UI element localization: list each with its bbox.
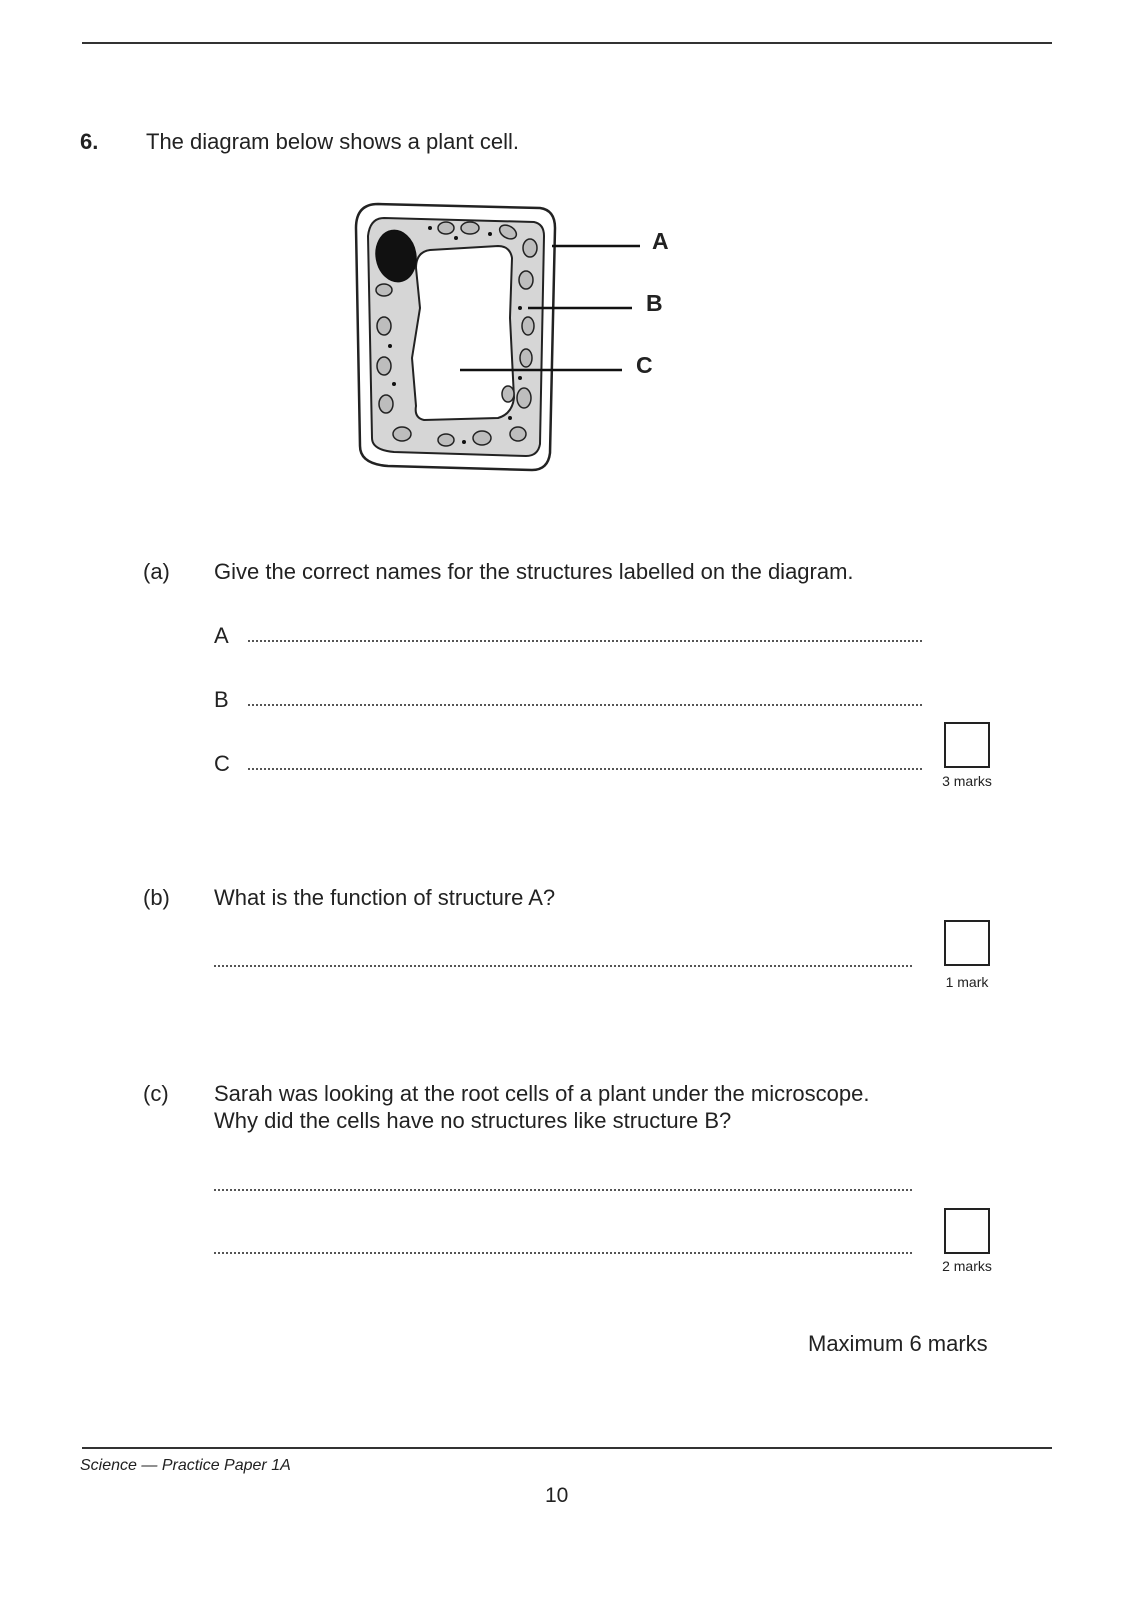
answer-line-c[interactable] bbox=[248, 768, 922, 770]
part-b-label: (b) bbox=[143, 885, 170, 910]
answer-line-part-b[interactable] bbox=[214, 965, 912, 967]
answer-letter-a: A bbox=[214, 623, 229, 648]
mark-box-b bbox=[944, 920, 990, 966]
mark-box-c bbox=[944, 1208, 990, 1254]
part-a-prompt: Give the correct names for the structures labelled on the diagram. bbox=[214, 559, 854, 584]
part-a-label: (a) bbox=[143, 559, 170, 584]
page-number: 10 bbox=[545, 1484, 569, 1507]
part-b-prompt: What is the function of structure A? bbox=[214, 885, 556, 910]
maximum-marks: Maximum 6 marks bbox=[808, 1331, 988, 1356]
answer-line-b[interactable] bbox=[248, 704, 922, 706]
part-c-label: (c) bbox=[143, 1081, 169, 1106]
marks-b: 1 mark bbox=[945, 974, 989, 990]
bottom-rule bbox=[82, 1447, 1052, 1449]
diagram-label-c: C bbox=[636, 352, 653, 378]
answer-line-a[interactable] bbox=[248, 640, 922, 642]
answer-line-part-c-2[interactable] bbox=[214, 1252, 912, 1254]
diagram-label-a: A bbox=[652, 228, 669, 254]
marks-a: 3 marks bbox=[942, 773, 992, 789]
part-c-prompt-line1: Sarah was looking at the root cells of a plant under the microscope. bbox=[214, 1081, 870, 1106]
mark-box-a bbox=[944, 722, 990, 768]
answer-line-part-c-1[interactable] bbox=[214, 1189, 912, 1191]
answer-letter-c: C bbox=[214, 751, 230, 776]
footer-title: Science — Practice Paper 1A bbox=[80, 1457, 291, 1474]
part-c-prompt-line2: Why did the cells have no structures like structure B? bbox=[214, 1108, 732, 1133]
marks-c: 2 marks bbox=[942, 1258, 992, 1274]
question-number: 6. bbox=[80, 129, 99, 154]
question-intro: The diagram below shows a plant cell. bbox=[146, 129, 519, 154]
diagram-label-b: B bbox=[646, 290, 663, 316]
answer-letter-b: B bbox=[214, 687, 229, 712]
vacuole bbox=[412, 246, 514, 420]
top-rule bbox=[82, 42, 1052, 44]
